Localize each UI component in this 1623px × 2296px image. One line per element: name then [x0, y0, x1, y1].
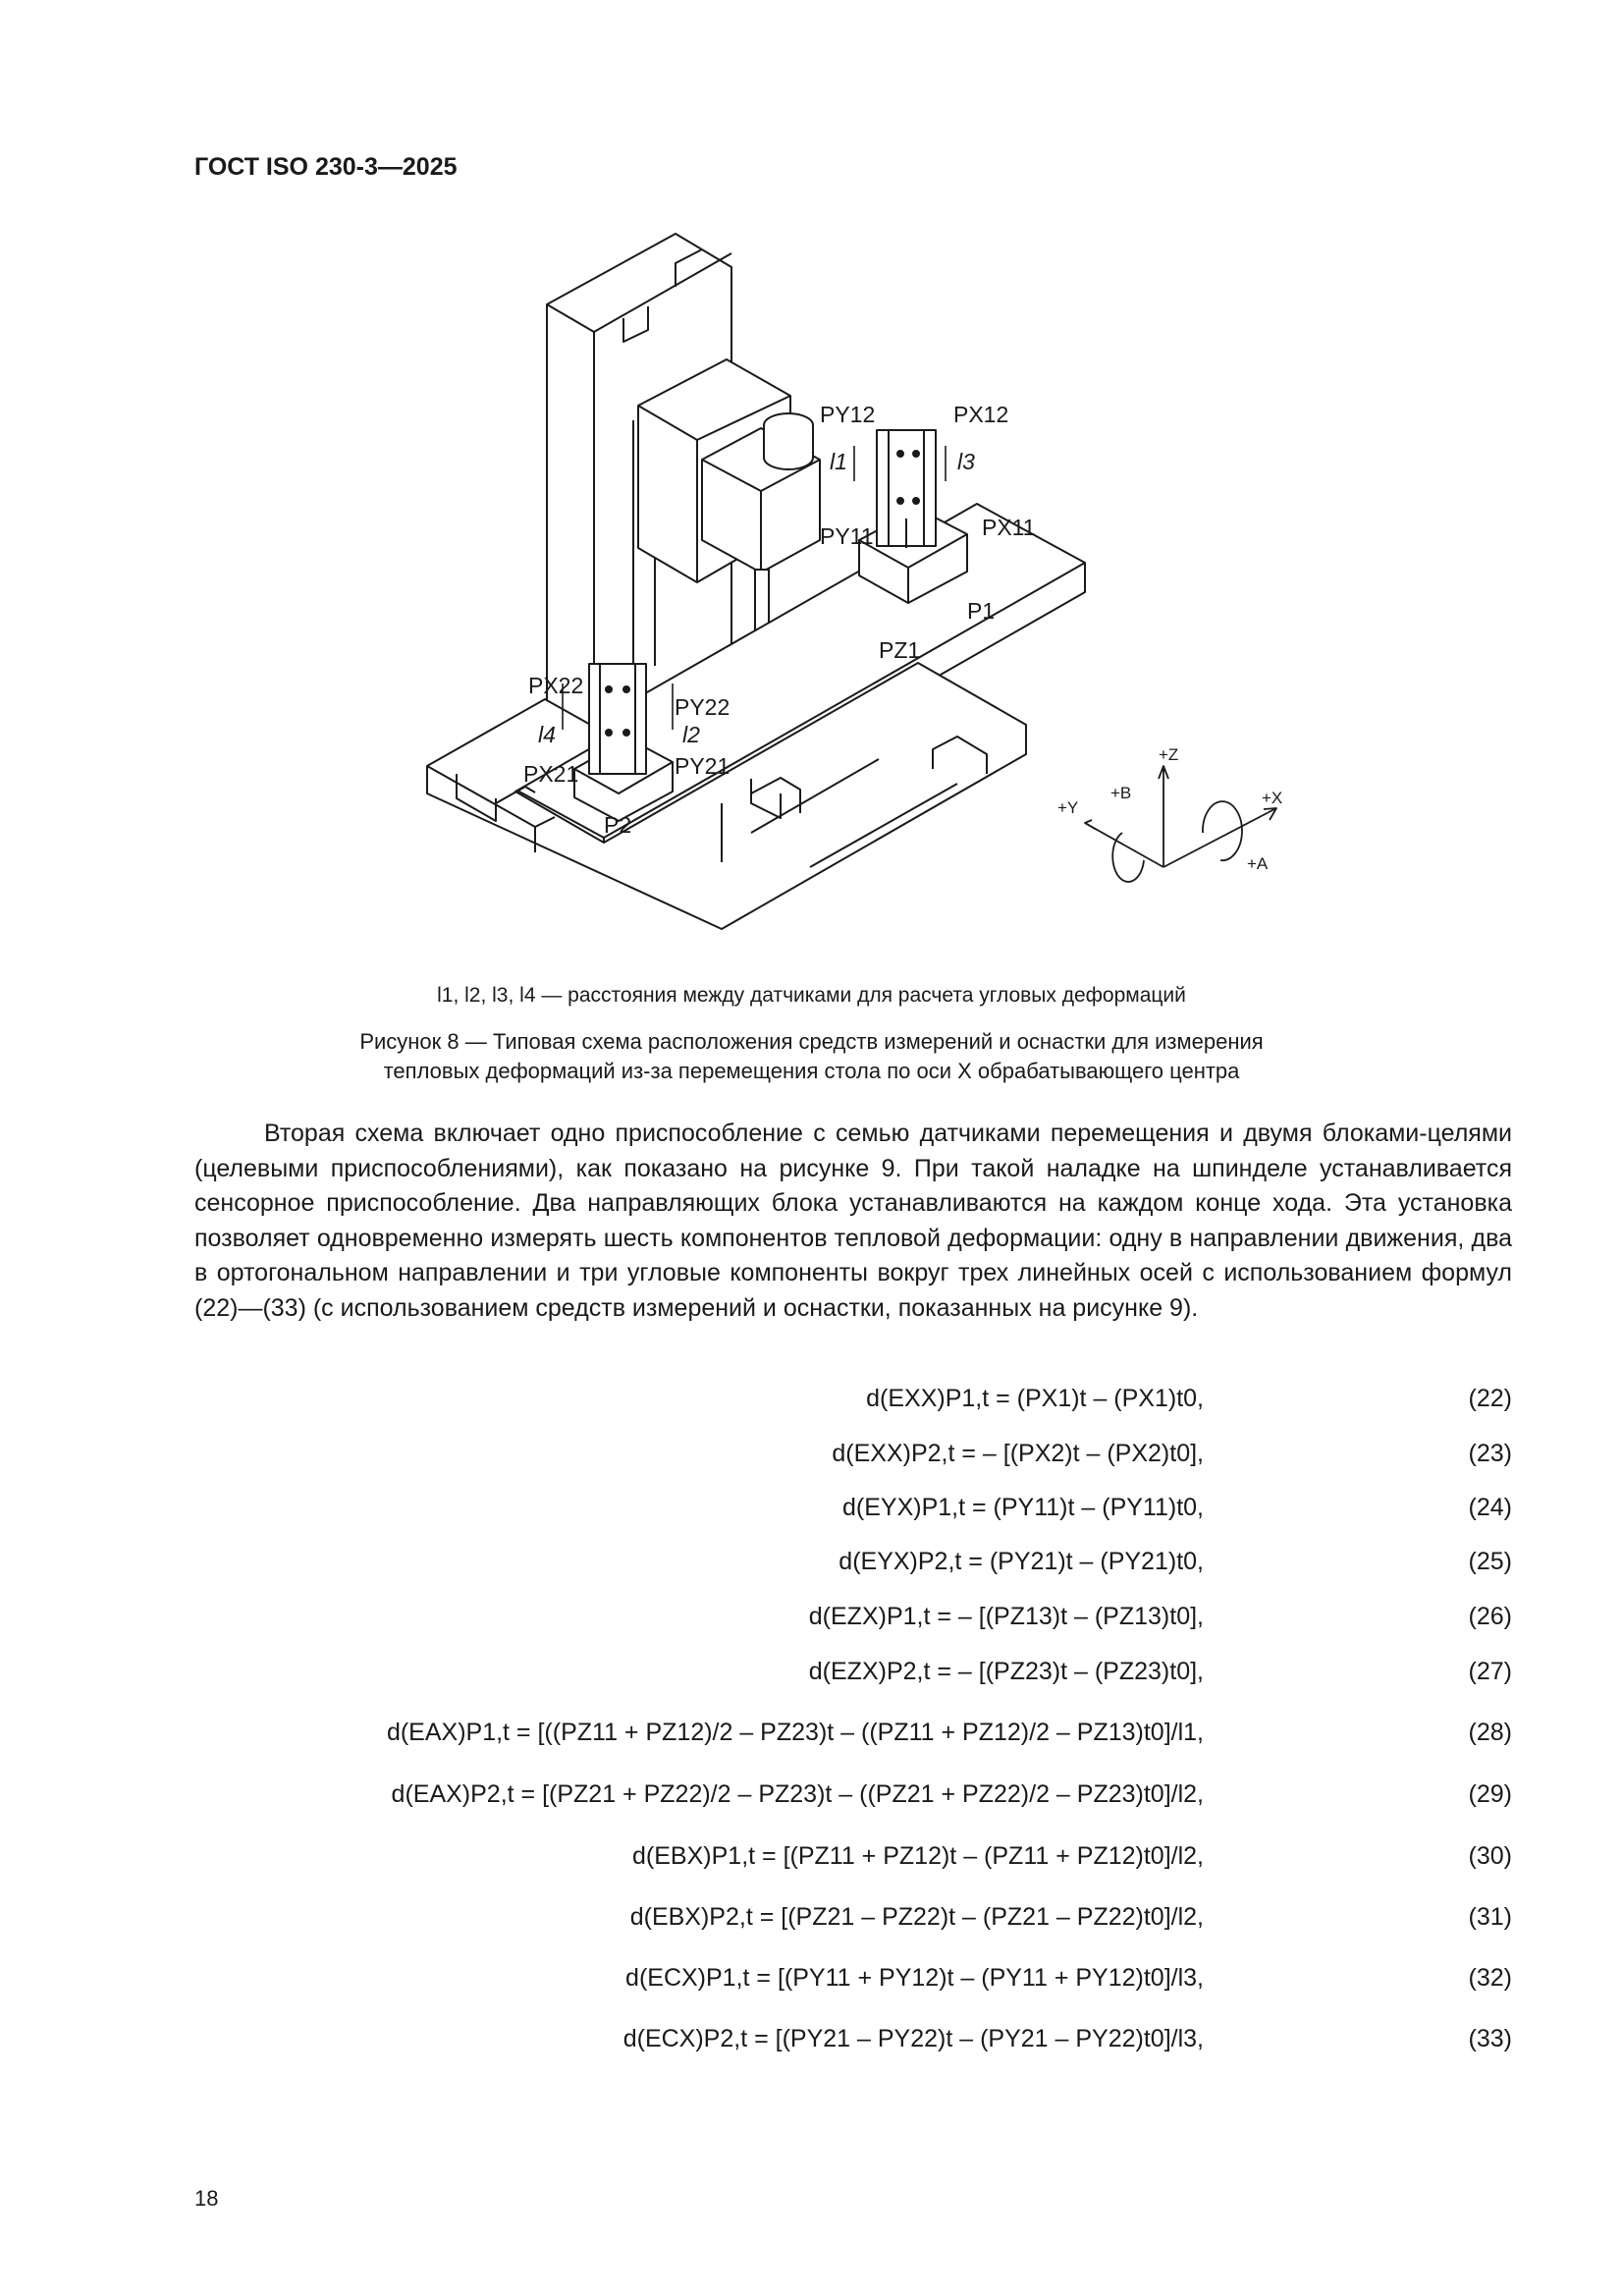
label-px22: PX22: [528, 673, 584, 698]
equation-number: (24): [1468, 1494, 1512, 1521]
equation-formula: d(EYX)P2,t = (PY21)t – (PY21)t0,: [839, 1548, 1204, 1575]
equation-number: (26): [1468, 1603, 1512, 1630]
equation-number: (23): [1468, 1440, 1512, 1467]
label-l2: l2: [682, 722, 700, 747]
axis-x-label: +X: [1262, 789, 1283, 807]
equation-number: (29): [1468, 1780, 1512, 1808]
body-paragraph: [194, 1117, 1512, 1327]
equation-formula: d(EAX)P2,t = [(PZ21 + PZ22)/2 – PZ23)t – ((PZ21 + PZ22)/2 – PZ23)t0]/l2,: [391, 1780, 1204, 1808]
label-px12: PX12: [953, 402, 1009, 427]
equation-row: [194, 1903, 1512, 1942]
equation-number: (33): [1468, 2025, 1512, 2052]
label-l4: l4: [538, 722, 556, 747]
label-py12: PY12: [820, 402, 876, 427]
equation-formula: d(EYX)P1,t = (PY11)t – (PY11)t0,: [842, 1494, 1204, 1521]
label-py21: PY21: [675, 753, 730, 779]
equation-row: [194, 1658, 1512, 1697]
figure-legend: l1, l2, l3, l4 — расстояния между датчиками для расчета угловых деформаций: [437, 984, 1186, 1007]
equation-formula: d(EZX)P1,t = – [(PZ13)t – (PZ13)t0],: [808, 1603, 1204, 1630]
equation-formula: d(ECX)P2,t = [(PY21 – PY22)t – (PY21 – PY22)t0]/l3,: [622, 2025, 1204, 2052]
equation-row: [194, 1842, 1512, 1882]
equation-row: [194, 1719, 1512, 1758]
document-header: ГОСТ ISO 230-3—2025: [194, 153, 458, 181]
equation-row: [194, 1440, 1512, 1479]
caption-line-1: Рисунок 8 — Типовая схема расположения средств измерений и оснастки для измерения: [359, 1029, 1264, 1054]
label-l1: l1: [830, 449, 847, 474]
equation-formula: d(ECX)P1,t = [(PY11 + PY12)t – (PY11 + PY12)t0]/l3,: [625, 1964, 1204, 1992]
equation-formula: d(EXX)P1,t = (PX1)t – (PX1)t0,: [866, 1385, 1204, 1412]
axis-y-label: +Y: [1057, 798, 1079, 817]
label-l3: l3: [957, 449, 975, 474]
equation-row: [194, 1494, 1512, 1533]
equation-row: [194, 1548, 1512, 1587]
equation-row: [194, 1385, 1512, 1424]
axis-z-label: +Z: [1159, 745, 1179, 764]
equation-number: (25): [1468, 1548, 1512, 1575]
label-px11: PX11: [982, 515, 1036, 540]
label-py22: PY22: [675, 694, 730, 720]
equation-formula: d(EAX)P1,t = [((PZ11 + PZ12)/2 – PZ23)t – ((PZ11 + PZ12)/2 – PZ13)t0]/l1,: [386, 1719, 1204, 1746]
axis-b-label: +B: [1110, 784, 1132, 802]
equation-formula: d(EXX)P2,t = – [(PX2)t – (PX2)t0],: [832, 1440, 1204, 1467]
equation-formula: d(EBX)P2,t = [(PZ21 – PZ22)t – (PZ21 – PZ22)t0]/l2,: [629, 1903, 1204, 1931]
caption-line-2: тепловых деформаций из-за перемещения стола по оси X обрабатывающего центра: [383, 1059, 1240, 1083]
equation-number: (32): [1468, 1964, 1512, 1992]
machine-schematic: [398, 224, 1316, 941]
axis-a-label: +A: [1247, 854, 1269, 873]
equation-row: [194, 1603, 1512, 1642]
paragraph-text: Вторая схема включает одно приспособление с семью датчиками перемещения и двумя блоками-целями (целевыми приспособлениями), как показано на рисунке 9. При такой наладке на шпинделе устанавливается сенсорное приспособление. Два направляющих блока устанавливаются на каждом конце хода. Эта установка позволяет одновременно измерять шесть компонентов тепловой деформации: одну в направлении движения, два в ортогональном направлении и три угловые компоненты вокруг трех линейных осей с использованием формул (22)—(33) (с использованием средств измерений и оснастки, показанных на рисунке 9).: [194, 1120, 1512, 1322]
label-p1: P1: [967, 598, 996, 624]
equation-number: (22): [1468, 1385, 1512, 1412]
label-px21: PX21: [523, 761, 579, 787]
label-pz1: PZ1: [879, 637, 921, 663]
figure-caption: [0, 1027, 1623, 1086]
figure-8-machine-diagram: [398, 224, 1316, 941]
label-p2: P2: [604, 812, 632, 838]
equation-row: [194, 2025, 1512, 2064]
equation-number: (30): [1468, 1842, 1512, 1870]
equation-row: [194, 1780, 1512, 1820]
page-number: 18: [194, 2186, 219, 2211]
equation-row: [194, 1964, 1512, 2003]
label-py11: PY11: [820, 523, 874, 549]
equation-number: (27): [1468, 1658, 1512, 1685]
equation-formula: d(EBX)P1,t = [(PZ11 + PZ12)t – (PZ11 + PZ12)t0]/l2,: [632, 1842, 1204, 1870]
fixture-p2-bracket: [589, 664, 646, 774]
equation-number: (31): [1468, 1903, 1512, 1931]
equation-formula: d(EZX)P2,t = – [(PZ23)t – (PZ23)t0],: [808, 1658, 1204, 1685]
equation-number: (28): [1468, 1719, 1512, 1746]
